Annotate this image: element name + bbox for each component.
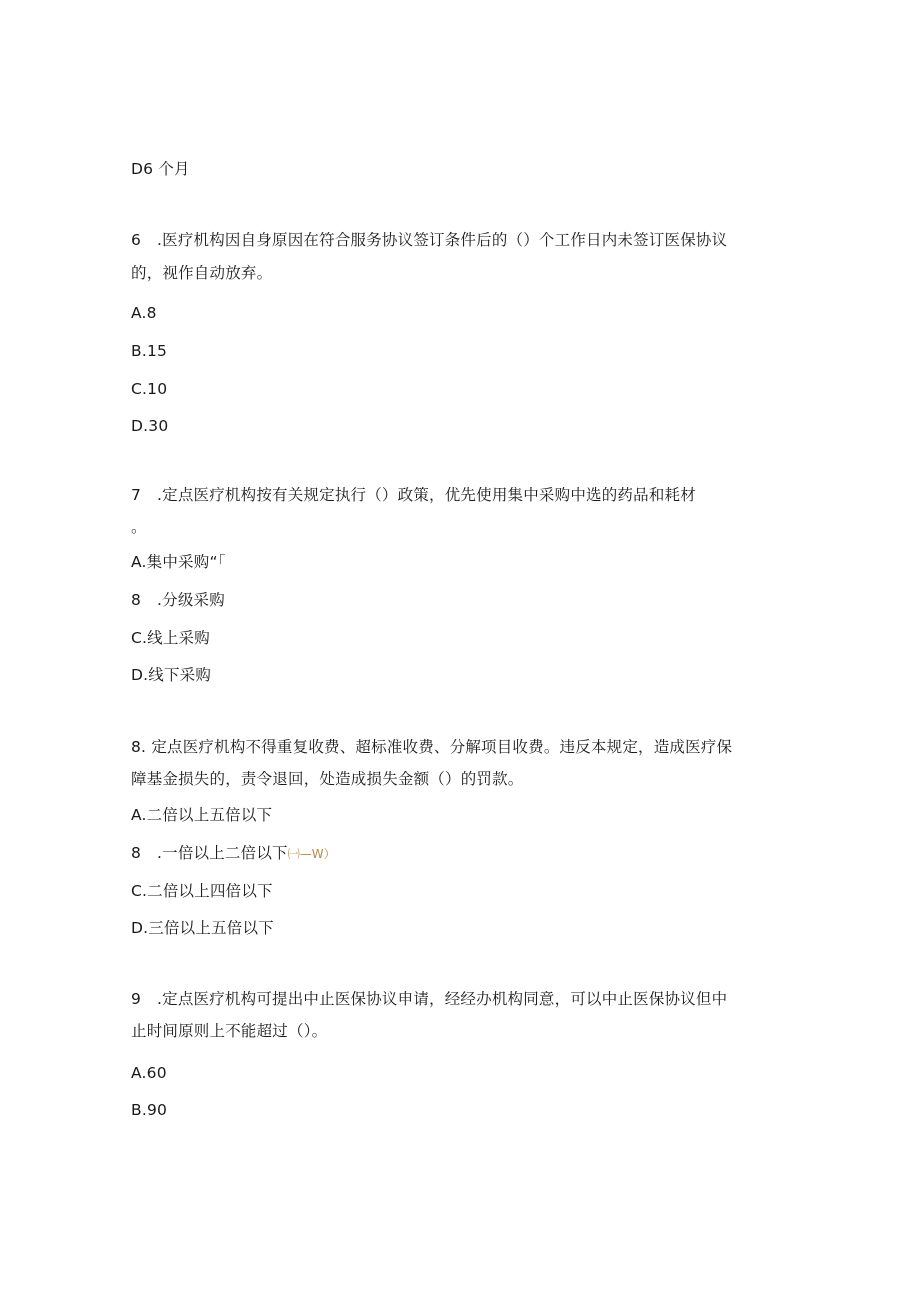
option-text: D.线下采购 xyxy=(131,666,212,684)
question-7-continued xyxy=(131,517,147,537)
line-text: D6 个月 xyxy=(131,160,190,178)
option-d-q7 xyxy=(131,665,211,685)
option-text: C.线上采购 xyxy=(131,629,210,647)
option-d-q5 xyxy=(131,159,190,179)
option-text: B.90 xyxy=(131,1101,168,1119)
question-text: 障基金损失的，责令退回，处造成损失金额（）的罚款。 xyxy=(131,770,524,788)
question-number: 9 xyxy=(131,990,142,1008)
option-text: A.二倍以上五倍以下 xyxy=(131,806,273,824)
question-text: .定点医疗机构按有关规定执行（）政策，优先使用集中采购中选的药品和耗材 xyxy=(157,486,696,504)
question-6-continued xyxy=(131,263,272,283)
question-text: 止时间原则上不能超过（）。 xyxy=(131,1022,328,1040)
stray-mark: ㈠—W） xyxy=(287,847,336,861)
option-text: D.30 xyxy=(131,417,169,435)
option-text: C.10 xyxy=(131,380,168,398)
question-9 xyxy=(131,989,727,1009)
option-d-q6 xyxy=(131,416,168,436)
option-number: 8 xyxy=(131,844,142,862)
question-text: 。 xyxy=(131,518,147,536)
question-7 xyxy=(131,485,696,505)
option-b-q7 xyxy=(131,590,225,610)
option-b-q9 xyxy=(131,1100,167,1120)
option-text: D.三倍以上五倍以下 xyxy=(131,919,274,937)
option-text: B.15 xyxy=(131,342,168,360)
option-a-q9 xyxy=(131,1063,167,1083)
option-b-q8 xyxy=(131,843,336,864)
option-b-q6 xyxy=(131,341,167,361)
question-text: 的，视作自动放弃。 xyxy=(131,264,273,282)
question-text: .医疗机构因自身原因在符合服务协议签订条件后的（）个工作日内未签订医保协议 xyxy=(157,231,728,249)
question-text: .定点医疗机构可提出中止医保协议申请，经经办机构同意，可以中止医保协议但中 xyxy=(157,990,728,1008)
option-a-q6 xyxy=(131,303,157,323)
option-text: C.二倍以上四倍以下 xyxy=(131,882,273,900)
question-8 xyxy=(131,737,732,757)
option-text: A.8 xyxy=(131,304,157,322)
option-text: A.60 xyxy=(131,1064,167,1082)
option-text: .分级采购 xyxy=(157,591,225,609)
option-a-q8 xyxy=(131,805,272,825)
question-9-continued xyxy=(131,1021,327,1041)
question-6 xyxy=(131,230,727,250)
option-c-q7 xyxy=(131,628,210,648)
option-c-q6 xyxy=(131,379,167,399)
option-a-q7 xyxy=(131,552,226,572)
question-number: 6 xyxy=(131,231,142,249)
question-text: 8. 定点医疗机构不得重复收费、超标准收费、分解项目收费。违反本规定，造成医疗保 xyxy=(131,738,733,756)
option-d-q8 xyxy=(131,918,274,938)
option-number: 8 xyxy=(131,591,142,609)
option-c-q8 xyxy=(131,881,273,901)
question-8-continued xyxy=(131,769,524,789)
question-number: 7 xyxy=(131,486,142,504)
option-text: .一倍以上二倍以下 xyxy=(157,844,288,862)
option-text: A.集中采购“「 xyxy=(131,553,226,571)
